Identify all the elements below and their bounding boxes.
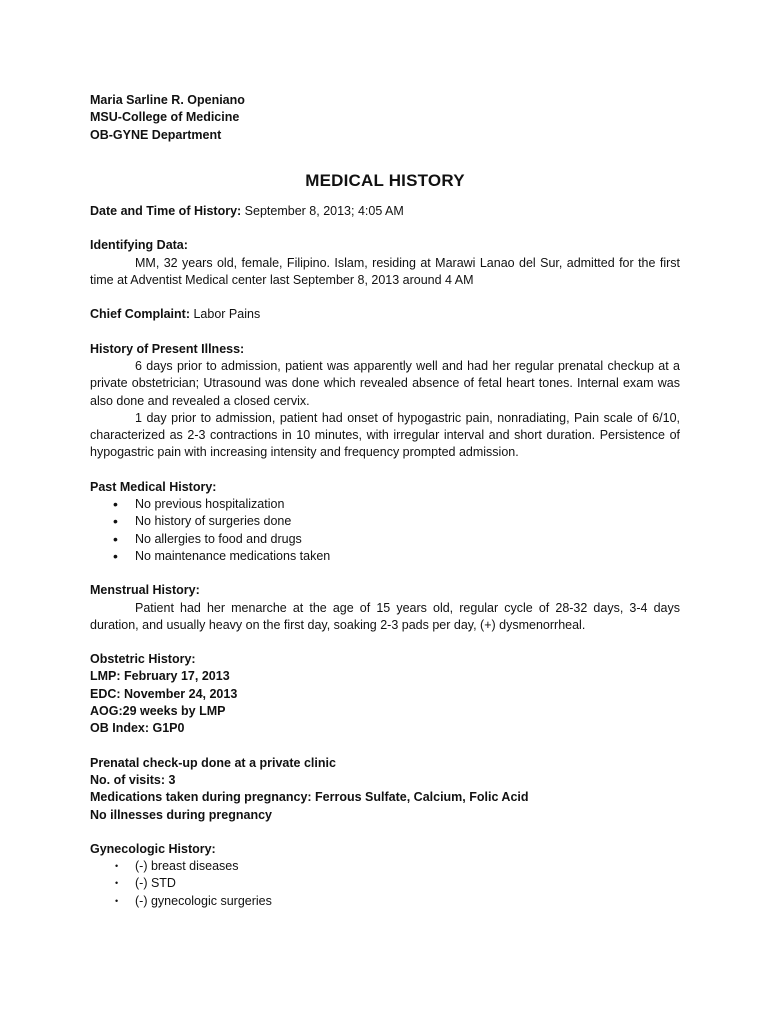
identifying-data-text: MM, 32 years old, female, Filipino. Islam, residing at Marawi Lanao del Sur, admitted for the first time at Adventist Medical center last September 8, 2013 around 4 AM xyxy=(90,255,680,288)
prenatal-section xyxy=(90,755,680,824)
past-medical-section xyxy=(90,479,680,565)
author-name: Maria Sarline R. Openiano xyxy=(90,93,245,107)
document-page xyxy=(90,92,680,910)
list-item: • (-) STD xyxy=(90,875,680,892)
date-time-line xyxy=(90,203,680,220)
list-item: • No maintenance medications taken xyxy=(90,548,680,565)
obstetric-section xyxy=(90,651,680,737)
list-item: • (-) breast diseases xyxy=(90,858,680,875)
date-time-label: Date and Time of History: xyxy=(90,204,242,219)
gynecologic-heading: Gynecologic History: xyxy=(90,841,216,856)
date-time-value: September 8, 2013; 4:05 AM xyxy=(244,204,404,219)
prenatal-line: No. of visits: 3 xyxy=(90,772,176,787)
past-medical-list xyxy=(90,496,680,565)
chief-complaint-label: Chief Complaint: xyxy=(90,307,190,322)
school-name: MSU-College of Medicine xyxy=(90,110,240,125)
author-header xyxy=(90,92,680,144)
menstrual-section xyxy=(90,582,680,634)
document-title: MEDICAL HISTORY xyxy=(305,170,465,190)
past-medical-heading: Past Medical History: xyxy=(90,479,217,494)
prenatal-line: No illnesses during pregnancy xyxy=(90,807,272,822)
gynecologic-list xyxy=(90,858,680,910)
list-item: • (-) gynecologic surgeries xyxy=(90,893,680,910)
obstetric-heading: Obstetric History: xyxy=(90,652,196,667)
prenatal-line: Medications taken during pregnancy: Ferrous Sulfate, Calcium, Folic Acid xyxy=(90,790,529,805)
obstetric-line: LMP: February 17, 2013 xyxy=(90,669,230,684)
list-item: • No allergies to food and drugs xyxy=(90,531,680,548)
list-item: • No previous hospitalization xyxy=(90,496,680,513)
present-illness-section xyxy=(90,341,680,462)
gynecologic-section xyxy=(90,841,680,910)
obstetric-line: EDC: November 24, 2013 xyxy=(90,686,238,701)
prenatal-line: Prenatal check-up done at a private clinic xyxy=(90,755,336,770)
menstrual-text: Patient had her menarche at the age of 15 years old, regular cycle of 28-32 days, 3-4 days duration, and usually heavy on the first day, soaking 2-3 pads per day, (+) dysmenorrheal. xyxy=(90,600,680,632)
present-illness-paragraph: 1 day prior to admission, patient had onset of hypogastric pain, nonradiating, Pain scale of 6/10, characterized as 2-3 contractions in 10 minutes, with irregular interval and short duration. Persistence of hypogastric pain with increasing intensity and frequency prompted admission. xyxy=(90,410,680,460)
chief-complaint-line xyxy=(90,306,680,323)
chief-complaint-value: Labor Pains xyxy=(193,307,261,322)
obstetric-line: OB Index: G1P0 xyxy=(90,721,185,736)
present-illness-paragraph: 6 days prior to admission, patient was apparently well and had her regular prenatal checkup at a private obstetrician; Utrasound was done which revealed absence of fetal heart tones. Internal exam was also done and revealed a closed cervix. xyxy=(90,358,680,408)
department-name: OB-GYNE Department xyxy=(90,127,222,142)
list-item: • No history of surgeries done xyxy=(90,513,680,530)
present-illness-heading: History of Present Illness: xyxy=(90,341,245,356)
obstetric-line: AOG:29 weeks by LMP xyxy=(90,704,226,719)
identifying-data-section xyxy=(90,237,680,289)
identifying-data-heading: Identifying Data: xyxy=(90,238,188,253)
menstrual-heading: Menstrual History: xyxy=(90,583,200,598)
